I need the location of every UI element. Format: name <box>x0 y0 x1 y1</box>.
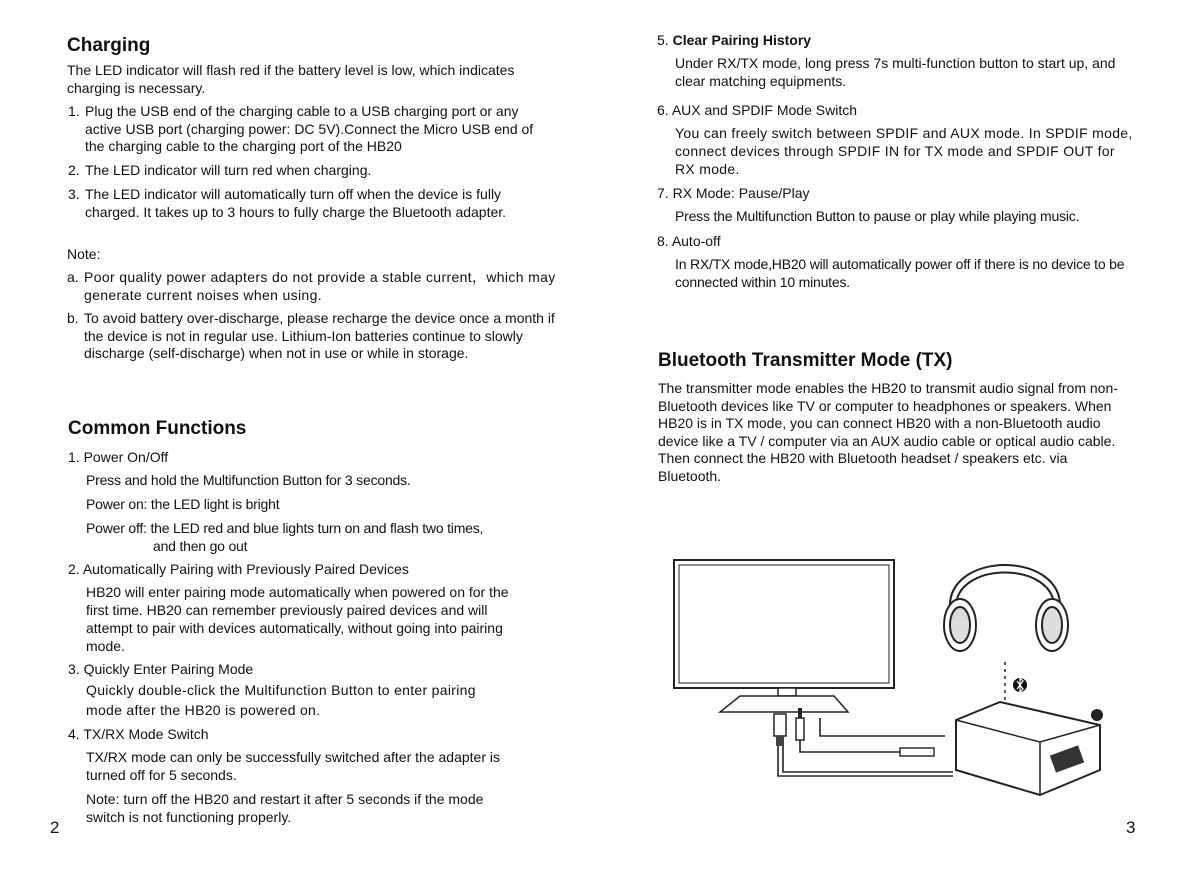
function-1-line-2: Power on: the LED light is bright <box>86 496 280 512</box>
note-a: a. Poor quality power adapters do not provide a stable current，which may generate current noises when using. <box>67 269 556 303</box>
function-5-text: Under RX/TX mode, long press 7s multi-function button to start up, and clear matching equipments. <box>675 55 1116 89</box>
common-functions-heading: Common Functions <box>68 418 247 439</box>
right-page <box>600 0 1200 875</box>
headphones-icon <box>944 565 1068 651</box>
charging-heading: Charging <box>67 35 151 56</box>
charging-step-1: 1. Plug the USB end of the charging cable to a USB charging port or any active USB port (charging power: DC 5V).Connect the Micro USB end of the charging cable to the charging port of the HB20 <box>68 103 534 154</box>
function-7-title: 7. RX Mode: Pause/Play <box>657 185 810 201</box>
note-b: b. To avoid battery over-discharge, please recharge the device once a month if the device is not in regular use. Lithium-Ion batteries continue to slowly discharge (self-discharge) when not in use or while in storage. <box>67 310 555 361</box>
function-2-text: HB20 will enter pairing mode automatically when powered on for the first time. HB20 can remember previously paired devices and will attempt to pair with devices automatically, without going into pairing mode. <box>86 584 509 654</box>
function-7-text: Press the Multifunction Button to pause or play while playing music. <box>675 208 1080 224</box>
function-8-title: 8. Auto-off <box>657 233 721 249</box>
aux-plug-icon <box>796 708 934 756</box>
charging-intro: The LED indicator will flash red if the battery level is low, which indicates charging is necessary. <box>67 62 515 96</box>
function-3-text: Quickly double-click the Multifunction Button to enter pairing mode after the HB20 is powered on. <box>86 682 476 718</box>
page-number-left: 2 <box>50 818 60 837</box>
page-number-right: 3 <box>1126 818 1136 837</box>
function-6-title: 6. AUX and SPDIF Mode Switch <box>657 102 857 118</box>
tx-mode-heading: Bluetooth Transmitter Mode (TX) <box>658 350 953 371</box>
bluetooth-icon <box>1013 678 1027 692</box>
function-4-text: TX/RX mode can only be successfully switched after the adapter is turned off for 5 seconds. <box>86 749 500 783</box>
function-8-text: In RX/TX mode,HB20 will automatically power off if there is no device to be connected within 10 minutes. <box>675 256 1125 290</box>
charging-step-3: 3. The LED indicator will automatically turn off when the device is fully charged. It takes up to 3 hours to fully charge the Bluetooth adapter. <box>68 186 507 220</box>
function-1-line-3: Power off: the LED red and blue lights turn on and flash two times, <box>86 520 484 536</box>
tv-icon <box>674 560 894 712</box>
function-5-title: 5. Clear Pairing History <box>657 32 812 48</box>
function-2-title: 2. Automatically Pairing with Previously Paired Devices <box>68 561 409 577</box>
function-6-text: You can freely switch between SPDIF and AUX mode. In SPDIF mode, connect devices through SPDIF IN for TX mode and SPDIF OUT for RX mode. <box>675 125 1133 177</box>
function-4-title: 4. TX/RX Mode Switch <box>68 726 209 742</box>
tx-connection-diagram <box>660 530 1120 810</box>
tx-mode-text: The transmitter mode enables the HB20 to transmit audio signal from non-Bluetooth devices like TV or computer to headphones or speakers. When HB20 is in TX mode, you can connect HB20 with a non-Bluetooth audio device like a TV / computer via an AUX audio cable or optical audio cable. Then connect the HB20 with Bluetooth headset / speakers etc. via Bluetooth. <box>658 380 1118 484</box>
optical-plug-icon <box>774 714 786 746</box>
charging-step-2: 2. The LED indicator will turn red when charging. <box>68 162 372 178</box>
function-1-title: 1. Power On/Off <box>68 449 169 465</box>
note-label: Note: <box>67 246 101 262</box>
function-1-line-4: and then go out <box>153 538 248 554</box>
function-3-title: 3. Quickly Enter Pairing Mode <box>68 661 254 677</box>
function-4-note: Note: turn off the HB20 and restart it after 5 seconds if the mode switch is not functioning properly. <box>86 791 484 825</box>
function-1-line-1: Press and hold the Multifunction Button for 3 seconds. <box>86 472 411 488</box>
adapter-icon <box>956 702 1103 795</box>
